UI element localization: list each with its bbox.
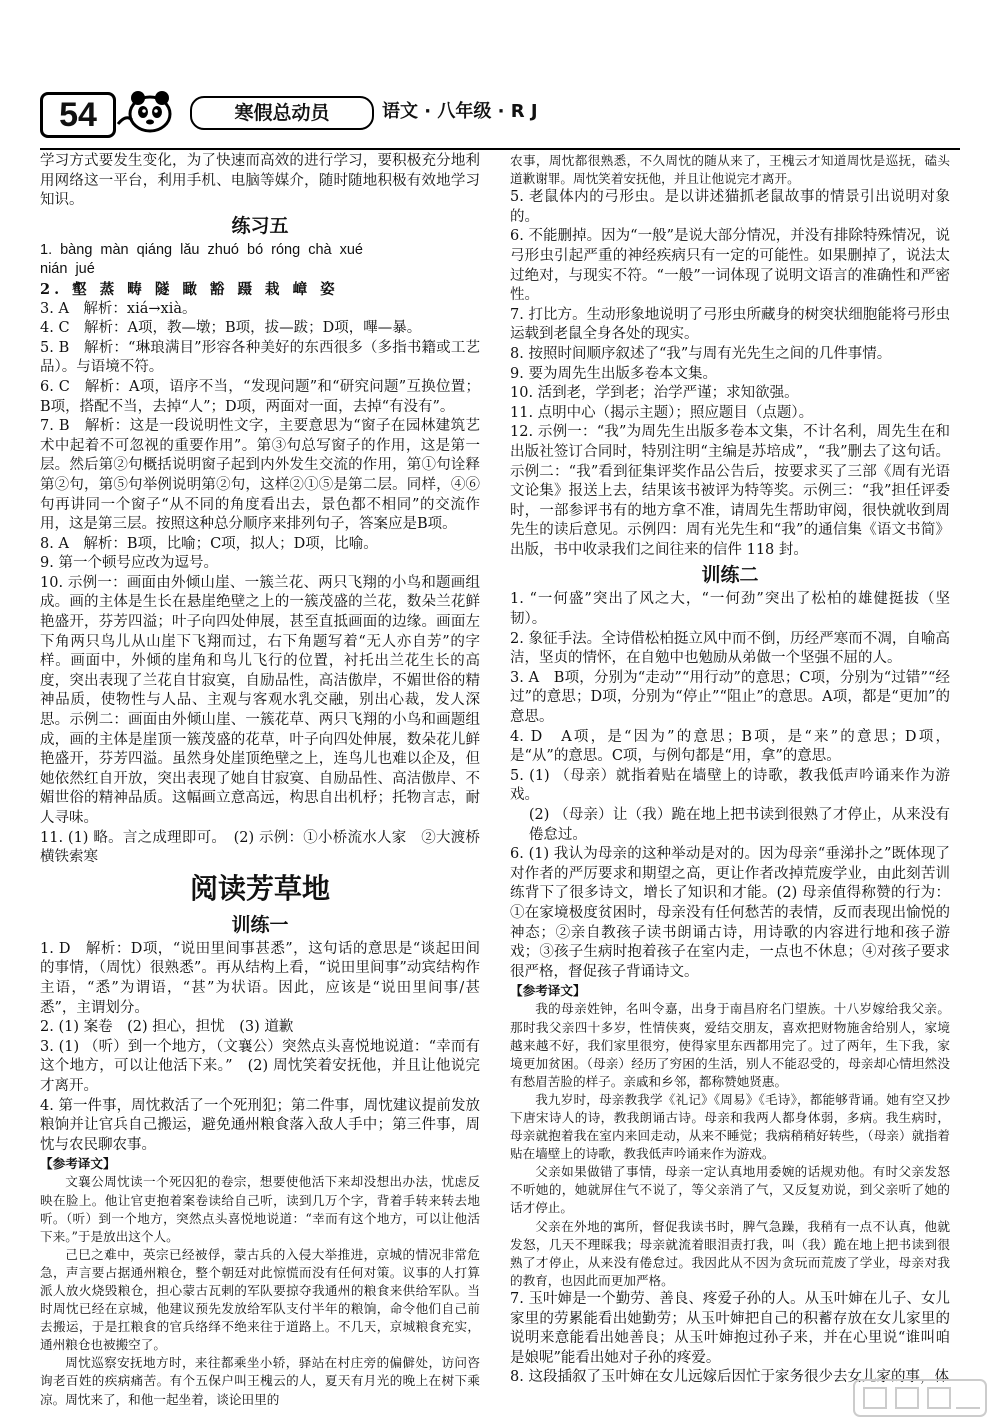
answer-item: 2. (1) 案卷 (2) 担心，担忧 (3) 道歉 [40,1019,294,1036]
section-heading: 训练二 [701,564,759,587]
answer-item: 10. 示例一：画面由外倾山崖、一簇兰花、两只飞翔的小鸟和题画组成。画的主体是生长在悬崖绝壁之上的一簇茂盛的兰花，数朵兰花鲜艳盛开，芬芳四溢；叶子向四处伸展，甚至直抵画面的边缘。画面左下角两只鸟儿从山崖下飞翔而过，右下角题写着“无人亦自芳”的字样。画面中，外倾的崖角和鸟儿飞行的位置，衬托出兰花生长的高度，突出表现了兰花自甘寂寞，自励品性，高洁傲岸，不媚世俗的精神品质，使物性与人品、主观与客观水乳交融，别出心裁，发人深思。示例二：画面由外倾山崖、一簇花草、两只飞翔的小鸟和画题组成，画的主体是崖顶一簇茂盛的花草，叶子向四处伸展，数朵花儿鲜艳盛开，芬芳四溢。虽然身处崖顶绝壁之上，连鸟儿也难以企及，但她依然红自开放，突出表现了她自甘寂寞、自励品性、高洁傲岸、不媚世俗的精神品质。这幅画立意高远，构思自出机杼；托物言志，耐人寻味。 [40,574,480,826]
answer-item: 6. (1) 我认为母亲的这种举动是对的。因为母亲“垂涕扑之”既体现了对作者的严厉要求和期望之高，更让作者改掉荒废学业，由此刻苦训练背下了很多诗文，增长了知识和才能。(2) 母亲值得称赞的行为：①在家境极度贫困时，母亲没有任何愁苦的表情，反而表现出愉悦的神态；②亲自教孩子读书朗诵古诗，用诗歌的内容进行地和孩子游戏；③孩子生病时抱着孩子在室内走，一点也不休息；④对孩子要求很严格，督促孩子背诵诗文。 [510,846,950,980]
answer-item: 4. C 解析：A项，教—墩；B项，拔—跋；D项，嗶—暴。 [40,320,422,337]
watermark-logo [852,1378,988,1418]
answer-item: 12. 示例一：“我”为周先生出版多卷本文集，不计名利，周先生在和出版社签订合同时，特别注明“主编是苏培成”，“我”删去了这句话。示例二：“我”看到征集评奖作品公告后，按要求买了三部《周有光语文论集》报送上去，结果该书被评为特等奖。示例三：“我”担任评委时，一部参评书有的地方拿不准，请周先生帮助审阅，很快就收到周先生的读后意见。示例四：周有光先生和“我”的通信集《语文书简》出版，书中收录我们之间往来的信件 118 封。 [510,424,950,558]
translation-paragraph: 农事，周忱都很熟悉，不久周忱的随从来了，王槐云才知道周忱是巡抚，磕头道歉谢罪。周忱笑着安抚他，并且让他说完才离开。 [510,153,950,187]
pinyin-line: 1. bàng màn qiáng lǎu zhuó bó róng chà xué [40,241,363,258]
answer-item: 8. 按照时间顺序叙述了“我”与周有光先生之间的几件事情。 [510,345,892,362]
answer-item: 7. 玉叶婶是一个勤劳、善良、疼爱子孙的人。从玉叶婶在儿子、女儿家里的劳累能看出她勤劳；从玉叶婶把自己的积蓄存放在女儿家里的说明来意能看出她善良；从玉叶婶抱过孙子来，并在心里说“谁叫咱是娘呢”能看出她对子孙的疼爱。 [510,1290,950,1366]
answer-item: 5. B 解析：“琳琅满目”形容各种美好的东西很多（多指书籍或工艺品）。与语境不符。 [40,339,480,376]
answer-item: 11. 点明中心（揭示主题）；照应题目（点题）。 [510,404,814,421]
reference-label: 【参考译文】 [40,1156,116,1172]
answer-item: 11. (1) 略。言之成理即可。 (2) 示例：①小桥流水人家 ②大渡桥横铁索寒 [40,829,480,866]
pinyin-line: nián jué [40,261,95,278]
answer-item: 1. “一何盛”突出了风之大，“一何劲”突出了松柏的雄健挺拔（坚韧）。 [510,591,950,628]
translation-paragraph: 父亲如果做错了事情，母亲一定认真地用委婉的话规劝他。有时父亲发怒不听她的，她就屏住气不说了，等父亲消了气，又反复劝说，到父亲听了她的话才停止。 [510,1164,950,1216]
translation-paragraph: 文襄公周忱读一个死囚犯的卷宗，想要使他活下来却没想出办法，忧虑反映在脸上。他让官吏抱着案卷读给自己听，读到几万个字，背着手转来转去地听。（听）到一个地方，突然点头喜悦地说道：“幸而有这个地方，可以让他活下来。”于是放出这个人。 [40,1174,480,1244]
left-column [40,152,480,1409]
answer-item: 10. 活到老，学到老；治学严谨；求知欲强。 [510,385,799,402]
answer-item: 9. 第一个顿号应改为逗号。 [40,555,218,572]
answer-item: 4. 第一件事，周忱救活了一个死刑犯；第二件事，周忱建议提前发放粮饷并让官兵自己搬运，避免通州粮食落入敌人手中；第三件事，周忱与农民聊农事。 [40,1097,480,1153]
panda-mascot-icon [112,84,186,134]
answer-characters: 2. 壑 蒸 畴 隧 瞰 豁 蹑 栽 嶂 姿 [40,280,339,298]
right-column [510,152,950,1388]
answer-item: 8. A 解析：B项，比喻；C项，拟人；D项，比喻。 [40,535,378,552]
section-heading: 练习五 [231,214,289,237]
page-header [40,84,538,136]
watermark-icon [852,1378,988,1418]
translation-paragraph: 我的母亲姓钟，名叫令嘉，出身于南昌府名门望族。十八岁嫁给我父亲。那时我父亲四十多岁，性情侠爽，爱结交朋友，喜欢把财物施舍给别人，家境越来越不好，我们家里很穷，使得家里东西都用完了。过了两年，生下我，家境更加贫困。（母亲）经历了穷困的生活，别人不能忍受的，母亲却心情坦然没有愁眉苦脸的样子。亲戚和乡邻，都称赞她贤惠。 [510,1001,950,1089]
answer-item: 学习方式要发生变化，为了快速而高效的进行学习，要积极充分地利用网络这一平台，利用手机、电脑等媒介，随时随地积极有效地学习知识。 [40,153,480,209]
reference-label: 【参考译文】 [510,983,586,999]
answer-item: 4. D A项，是“因为”的意思；B项，是“来”的意思；D项，是“从”的意思。C项，与例句都是“用，拿”的意思。 [510,728,950,765]
brand-title: 寒假总动员 [190,96,374,130]
answer-item: 8. 这段插叙了玉叶婶在女儿远嫁后因忙于家务很少去女儿家的事，体 [510,1369,949,1386]
answer-item: 3. (1) （听）到一个地方，（文襄公）突然点头喜悦地说道：“幸而有这个地方，可以让他活下来。” (2) 周忱笑着安抚他，并且让他说完才离开。 [40,1038,480,1094]
subject-label: 语文 · 八年级 · R J [382,101,538,122]
page-number: 54 [40,92,116,138]
answer-item: 9. 要为周先生出版多卷本文集。 [510,365,717,382]
header-rule [40,148,960,150]
answer-item: 5. 老鼠体内的弓形虫。是以讲述猫抓老鼠故事的情景引出说明对象的。 [510,189,950,225]
answer-item: 2. 象征手法。全诗借松柏挺立风中而不倒，历经严寒而不凋，自喻高洁，坚贞的情怀，在自勉中也勉励从弟做一个坚强不屈的人。 [510,630,950,667]
answer-item: 6. 不能删掉。因为“一般”是说大部分情况，并没有排除特殊情况，说弓形虫引起严重的神经疾病只有一定的可能性。如果删掉了，说法太过绝对，与现实不符。“一般”一词体现了说明文语言的准确性和严密性。 [510,228,950,304]
answer-item: 3. A 解析：xiá→xià。 [40,300,197,317]
answer-item: 3. A B项，分别为“走动”“用行动”的意思；C项，分别为“过错”“经过”的意思；D项，分别为“停止”“阻止”的意思。A项，都是“更加”的意思。 [510,669,950,726]
answer-item: 7. B 解析：这是一段说明性文字，主要意思为“窗子在园林建筑艺术中起着不可忽视的重要作用”。第③句总写窗子的作用，这是第一层。然后第②句概括说明窗子起到内外发生交流的作用，第①句诠释第②句，第⑤句举例说明第②句，这样②①⑤是第二层。同样，④⑥句再讲同一个窗子“从不同的角度看出去，景色都不相同”的交流作用，这是第三层。按照这种总分顺序来排列句子，答案应是B项。 [40,418,480,533]
translation-paragraph: 周忱巡察安抚地方时，来往都乘坐小轿，驿站在村庄旁的偏僻处，访问咨询老百姓的疾病痛苦。有个五保户叫王槐云的人，夏天有月光的晚上在树下乘凉。周忱来了，和他一起坐着，谈论田里的 [40,1355,480,1407]
answer-line: (2) （母亲）让（我）跪在地上把书读到很熟了才停止，从来没有倦怠过。 [528,807,950,843]
section-heading: 训练一 [231,913,289,936]
answer-item: 7. 打比方。生动形象地说明了弓形虫所藏身的树突状细胞能将弓形虫运载到老鼠全身各处的现实。 [510,306,950,343]
translation-paragraph: 我九岁时，母亲教我学《礼记》《周易》《毛诗》，都能够背诵。她有空又抄下唐宋诗人的诗，教我朗诵古诗。母亲和我两人都身体弱，多病。我生病时，母亲就抱着我在室内来回走动，从来不睡觉；我病稍稍好转些，（母亲）就指着贴在墙壁上的诗歌，教我低声吟诵来作为游戏。 [510,1091,950,1162]
answer-item: 1. D 解析：D项，“说田里间事甚悉”，这句话的意思是“谈起田间的事情，（周忱）很熟悉”。再从结构上看，“说田里间事”动宾结构作主语，“悉”为谓语，“甚”为状语。因此，应该是“说田里间事/甚悉”，主谓划分。 [40,940,480,1016]
section-title: 阅读芳草地 [189,871,330,905]
answer-item: 6. C 解析：A项，语序不当，“发现问题”和“研究问题”互换位置；B项，搭配不当，去掉“人”；D项，两面对一面，去掉“有没有”。 [40,378,480,415]
translation-paragraph: 己巳之难中，英宗已经被俘，蒙古兵的入侵大举推进，京城的情况非常危急，声言要占据通州粮仓，整个朝廷对此惊慌而没有任何对策。议事的人打算派人放火烧毁粮仓，担心蒙古瓦剌的军队要掠夺我通州的粮食来供给军队。当时周忱已经在京城，他建议预先发放给军队支付半年的粮饷，命令他们自己前去搬运，于是扛粮食的官兵络绎不绝来往于道路上。不几天，京城粮食充实，通州粮仓也被搬空了。 [40,1246,480,1353]
answer-item: 5. (1) （母亲）就指着贴在墙壁上的诗歌，教我低声吟诵来作为游戏。 [510,767,950,804]
translation-paragraph: 父亲在外地的寓所，督促我读书时，脾气急躁，我稍有一点不认真，他就发怒，几天不理睬我；母亲就流着眼泪责打我，叫（我）跪在地上把书读到很熟了才停止，从来没有倦怠过。我因此从不因为贪玩而荒废了学业，母亲对我的教育，也因此而更加严格。 [510,1218,950,1288]
